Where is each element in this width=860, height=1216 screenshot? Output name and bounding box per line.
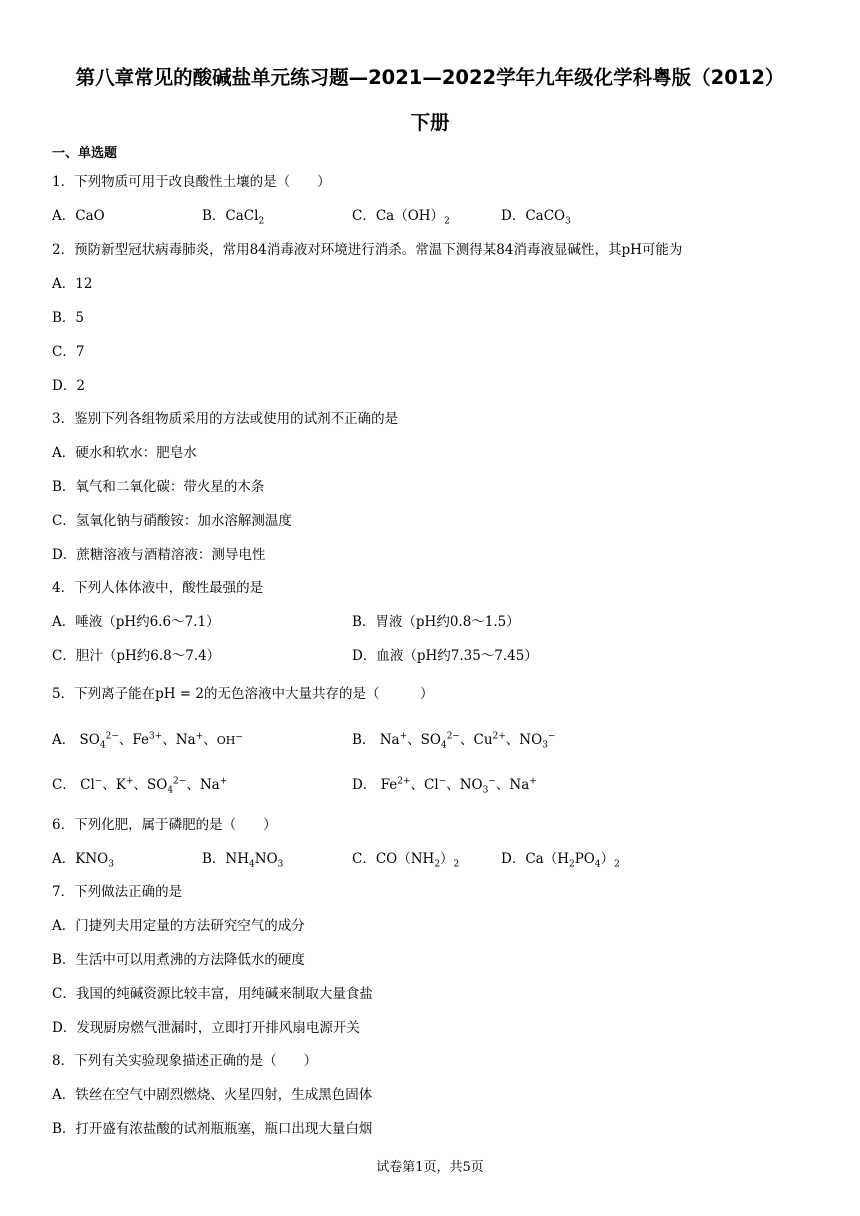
question-6-stem: 6．下列化肥，属于磷肥的是（ ）	[52, 817, 277, 833]
question-1-stem: 1．下列物质可用于改良酸性土壤的是（ ）	[52, 174, 331, 190]
section-heading: 一、单选题	[52, 146, 118, 161]
question-2-option-d: D．2	[52, 378, 85, 394]
question-3-option-a: A．硬水和软水：肥皂水	[52, 445, 197, 461]
question-6-option-b: B．$NH_4NO_3$	[202, 851, 284, 870]
question-3-option-c: C．氢氧化钠与硝酸铵：加水溶解测温度	[52, 513, 292, 529]
question-3-stem: 3．鉴别下列各组物质采用的方法或使用的试剂不正确的是	[52, 411, 399, 427]
page-title: 第八章常见的酸碱盐单元练习题—2021—2022学年九年级化学科粤版（2012）	[75, 66, 785, 89]
question-8-stem: 8．下列有关实验现象描述正确的是（ ）	[52, 1053, 318, 1069]
question-2-stem: 2．预防新型冠状病毒肺炎，常用84消毒液对环境进行消杀。常温下测得某84消毒液显碱性，其pH可能为	[52, 242, 683, 258]
page-footer: 试卷第1页，共5页	[376, 1160, 484, 1175]
question-1-option-c: C．$Ca(OH)_2$	[352, 208, 450, 227]
question-8-option-b: B．打开盛有浓盐酸的试剂瓶瓶塞，瓶口出现大量白烟	[52, 1121, 373, 1137]
question-1-option-d: D．CaCO$_3$	[501, 208, 571, 227]
question-6-option-c: C．$CO(NH_2)_2$	[352, 851, 460, 870]
question-7-option-a: A．门捷列夫用定量的方法研究空气的成分	[52, 918, 305, 934]
question-6-option-d: D．$Ca(H_2PO_4)_2$	[501, 851, 620, 870]
question-5-option-a: A． $SO_4^{2-}$、$Fe^{3+}$、Na+、OH−	[52, 731, 243, 751]
question-2-option-c: C．7	[52, 344, 85, 360]
question-3-option-d: D．蔗糖溶液与酒精溶液：测导电性	[52, 547, 266, 563]
question-4-option-c: C．胆汁（pH约6.8～7.4）	[52, 648, 221, 664]
question-4-option-d: D．血液（pH约7.35～7.45）	[352, 648, 538, 664]
question-1-option-a: A．CaO	[52, 208, 105, 224]
question-4-stem: 4．下列人体体液中，酸性最强的是	[52, 580, 264, 596]
question-3-option-b: B．氧气和二氧化碳：带火星的木条	[52, 479, 265, 495]
question-5-option-b: B． Na+、$SO_4^{2-}$、$Cu^{2+}$、$NO_3^-$	[352, 731, 556, 751]
question-2-option-b: B．5	[52, 310, 85, 326]
question-8-option-a: A．铁丝在空气中剧烈燃烧、火星四射，生成黑色固体	[52, 1087, 373, 1103]
question-1-option-b: B．CaCl$_2$	[202, 208, 265, 227]
question-6-option-a: A．$KNO_3$	[52, 851, 114, 870]
page-title-line2: 下册	[410, 111, 450, 134]
question-7-option-d: D．发现厨房燃气泄漏时，立即打开排风扇电源开关	[52, 1020, 360, 1036]
question-4-option-b: B．胃液（pH约0.8～1.5）	[352, 614, 520, 630]
question-7-stem: 7．下列做法正确的是	[52, 884, 183, 900]
question-7-option-b: B．生活中可以用煮沸的方法降低水的硬度	[52, 952, 305, 968]
question-2-option-a: A．12	[52, 276, 93, 292]
question-5-stem: 5．下列离子能在pH = 2的无色溶液中大量共存的是（ ）	[52, 686, 434, 702]
question-5-option-c: C． Cl−、K+、$SO_4^{2-}$、Na+	[52, 776, 228, 796]
question-4-option-a: A．唾液（pH约6.6～7.1）	[52, 614, 220, 630]
question-5-option-d: D． $Fe^{2+}$、Cl−、$NO_3^-$、Na+	[352, 776, 537, 796]
question-7-option-c: C．我国的纯碱资源比较丰富，用纯碱来制取大量食盐	[52, 986, 373, 1002]
